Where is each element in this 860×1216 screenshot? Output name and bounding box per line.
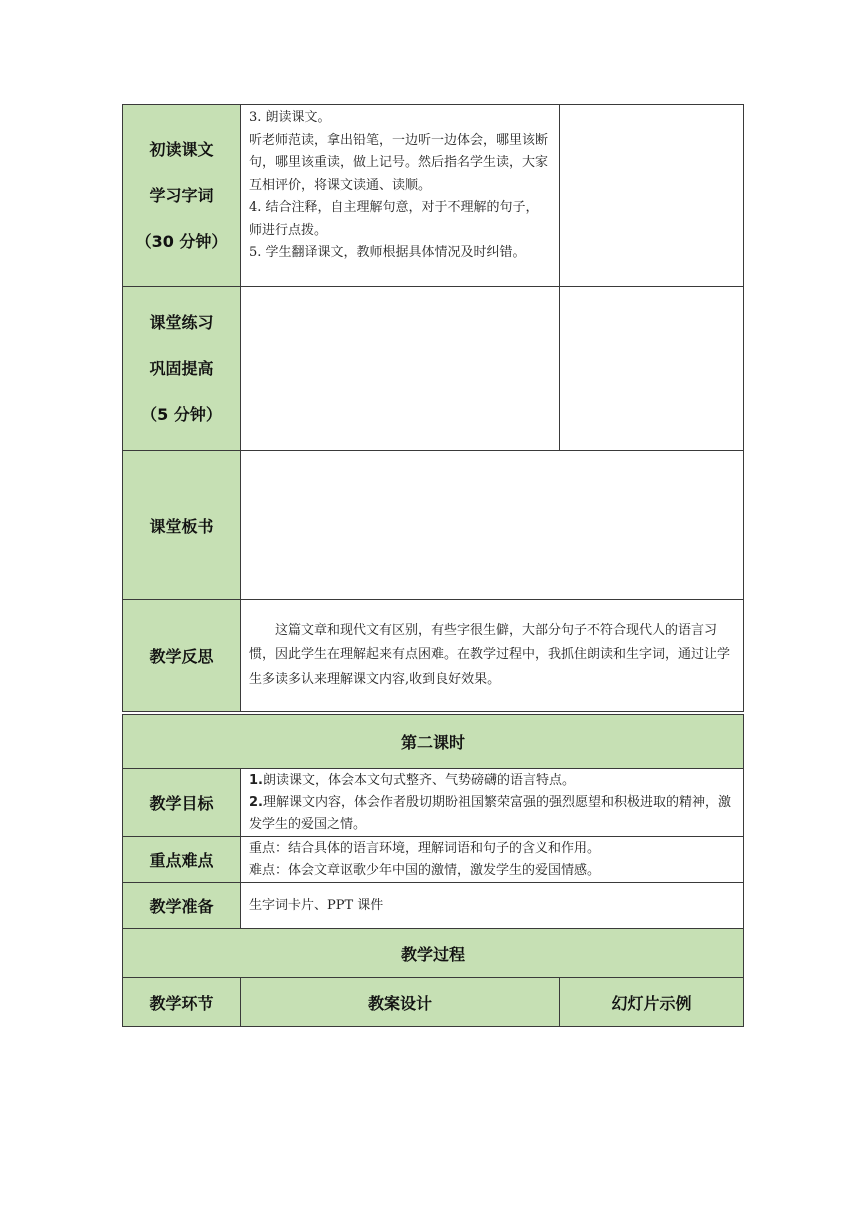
- row-goals: [123, 769, 744, 837]
- row-goals-header: 教学目标: [123, 769, 241, 837]
- reflection-paragraph: 这篇文章和现代文有区别，有些字很生僻，大部分句子不符合现代人的语言习惯，因此学生在理解起来有点困难。在教学过程中，我抓住朗读和生字词，通过让学生多读多认来理解课文内容,收到良好效果。: [249, 622, 731, 687]
- content-paragraph: 5. 学生翻译课文，教师根据具体情况及时纠错。: [249, 245, 526, 260]
- row-preparation: [123, 883, 744, 929]
- row-practice-content: [241, 287, 560, 451]
- row-practice-header: [123, 287, 241, 451]
- goal-text: 朗读课文，体会本文句式整齐、气势磅礴的语言特点。: [262, 772, 575, 788]
- goal-item: [249, 792, 737, 836]
- row-lesson-title: [123, 715, 744, 769]
- column-header-slides: 幻灯片示例: [560, 978, 744, 1027]
- key-point-line: 难点：体会文章讴歌少年中国的激情，激发学生的爱国情感。: [249, 862, 601, 878]
- header-line: （5 分钟）: [141, 404, 222, 424]
- content-paragraph: 3. 朗读课文。: [249, 110, 331, 125]
- row-reflection: [123, 600, 744, 712]
- header-line: 巩固提高: [149, 358, 214, 378]
- goal-item: [249, 770, 737, 792]
- row-board-content: [241, 451, 744, 600]
- header-line: （30 分钟）: [135, 231, 228, 251]
- row-board: [123, 451, 744, 600]
- content-paragraph: 4. 结合注释，自主理解句意，对于不理解的句子，师进行点拨。: [249, 200, 539, 238]
- row-preparation-header: 教学准备: [123, 883, 241, 929]
- header-line: 教学反思: [149, 647, 214, 666]
- row-reading-slide-cell: [560, 105, 744, 287]
- lesson-table-2: [122, 714, 744, 1027]
- lesson-title: 第二课时: [123, 715, 744, 769]
- row-columns: [123, 978, 744, 1027]
- row-reading: [123, 105, 744, 287]
- row-preparation-content: 生字词卡片、PPT 课件: [241, 883, 744, 929]
- row-board-header: [123, 451, 241, 600]
- header-line: 课堂练习: [149, 312, 214, 332]
- row-key-points-content: [241, 837, 744, 883]
- content-paragraph: 听老师范读，拿出铅笔，一边听一边体会，哪里该断句，哪里该重读，做上记号。然后指名学生读，大家互相评价，将课文读通、读顺。: [249, 132, 549, 193]
- column-header-plan: 教案设计: [241, 978, 560, 1027]
- column-header-step: 教学环节: [123, 978, 241, 1027]
- lesson-table-1: [122, 104, 744, 712]
- row-reflection-header: [123, 600, 241, 712]
- row-reflection-content: [241, 600, 744, 712]
- header-line: 课堂板书: [149, 516, 214, 536]
- header-line: 学习字词: [149, 185, 214, 205]
- row-practice-slide-cell: [560, 287, 744, 451]
- header-line: 初读课文: [149, 139, 214, 159]
- goal-number: 2.: [249, 794, 263, 810]
- row-goals-content: [241, 769, 744, 837]
- row-key-points: [123, 837, 744, 883]
- goal-text: 理解课文内容，体会作者殷切期盼祖国繁荣富强的强烈愿望和积极进取的精神，激发学生的爱国之情。: [249, 794, 731, 832]
- row-process-title: [123, 929, 744, 978]
- process-title: 教学过程: [123, 929, 744, 978]
- row-practice: [123, 287, 744, 451]
- goal-number: 1.: [249, 772, 263, 788]
- key-point-line: 重点：结合具体的语言环境，理解词语和句子的含义和作用。: [249, 840, 601, 856]
- row-reading-content: [241, 105, 560, 287]
- row-key-points-header: 重点难点: [123, 837, 241, 883]
- row-reading-header: [123, 105, 241, 287]
